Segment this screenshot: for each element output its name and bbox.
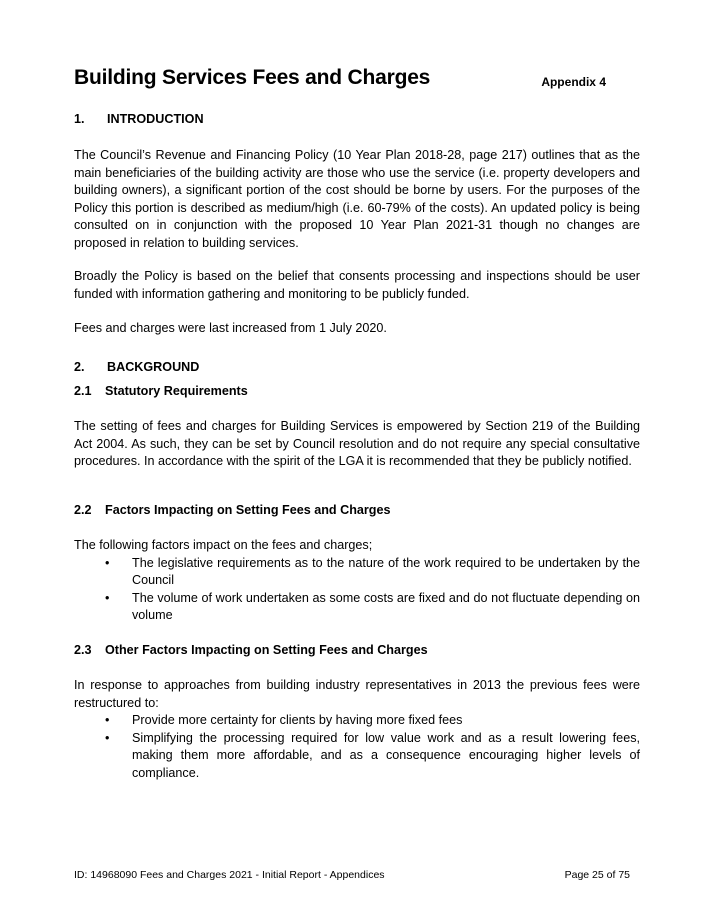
list-item-text: The legislative requirements as to the nature of the work required to be undertaken by the Council [132, 555, 640, 588]
subsection-number: 2.3 [74, 643, 92, 657]
bullet-icon: • [105, 590, 110, 605]
bullet-icon: • [105, 713, 110, 728]
intro-paragraph-3: Fees and charges were last increased from 1 July 2020. [74, 321, 387, 335]
bullet-icon: • [105, 730, 110, 745]
list-item-text: The volume of work undertaken as some costs are fixed and do not fluctuate depending on volume [132, 590, 640, 623]
appendix-label: Appendix 4 [541, 75, 606, 89]
subsection-number: 2.1 [74, 384, 92, 398]
footer-page-number: Page 25 of 75 [564, 869, 630, 881]
section-title: BACKGROUND [107, 360, 200, 374]
subsection-number: 2.2 [74, 503, 92, 517]
subsection-heading-other-factors [74, 643, 428, 657]
factors-section-body [74, 537, 640, 625]
factors-intro: The following factors impact on the fees and charges; [74, 538, 373, 552]
list-item-text: Provide more certainty for clients by having more fixed fees [132, 713, 463, 728]
section-heading-background [74, 360, 199, 374]
intro-paragraph-2: Broadly the Policy is based on the belief that consents processing and inspections should be user funded with information gathering and monitoring to be publicly funded. [74, 269, 640, 301]
subsection-title: Factors Impacting on Setting Fees and Charges [105, 503, 391, 517]
section-heading-introduction [74, 112, 204, 126]
subsection-title: Other Factors Impacting on Setting Fees and Charges [105, 643, 428, 657]
footer-document-id: ID: 14968090 Fees and Charges 2021 - Initial Report - Appendices [74, 869, 385, 881]
list-item [74, 712, 640, 730]
factors-list [74, 555, 640, 625]
section-number: 1. [74, 112, 85, 126]
document-title: Building Services Fees and Charges [74, 66, 431, 89]
list-item-text: Simplifying the processing required for low value work and as a result lowering fees, making them more affordable, and as a consequence encouraging higher levels of compliance. [132, 730, 640, 780]
section-number: 2. [74, 360, 85, 374]
other-factors-intro: In response to approaches from building industry representatives in 2013 the previous fees were restructured to: [74, 678, 640, 710]
bullet-icon: • [105, 555, 110, 570]
list-item [74, 730, 640, 783]
other-factors-list [74, 712, 640, 782]
list-item [74, 555, 640, 590]
subsection-title: Statutory Requirements [105, 384, 248, 398]
section-title: INTRODUCTION [107, 112, 204, 126]
subsection-heading-statutory [74, 384, 248, 398]
list-item [74, 590, 640, 625]
intro-paragraph-1: The Council’s Revenue and Financing Policy (10 Year Plan 2018-28, page 217) outlines that as the main beneficiaries of the building activity are those who use the service (i.e. property developers and building owners), a significant portion of the cost should be borne by users. For the purposes of the Policy this portion is described as medium/high (i.e. 60-79% of the costs). An updated policy is being consulted on in conjunction with the proposed 10 Year Plan 2021-31 though no changes are proposed in relation to building services. [74, 148, 640, 250]
other-factors-section-body [74, 677, 640, 783]
statutory-paragraph: The setting of fees and charges for Building Services is empowered by Section 219 of the Building Act 2004. As such, they can be set by Council resolution and do not require any special consultative procedures. In accordance with the spirit of the LGA it is recommended that they be publicly notified. [74, 419, 640, 469]
title-row [74, 66, 606, 96]
subsection-heading-factors [74, 503, 391, 517]
